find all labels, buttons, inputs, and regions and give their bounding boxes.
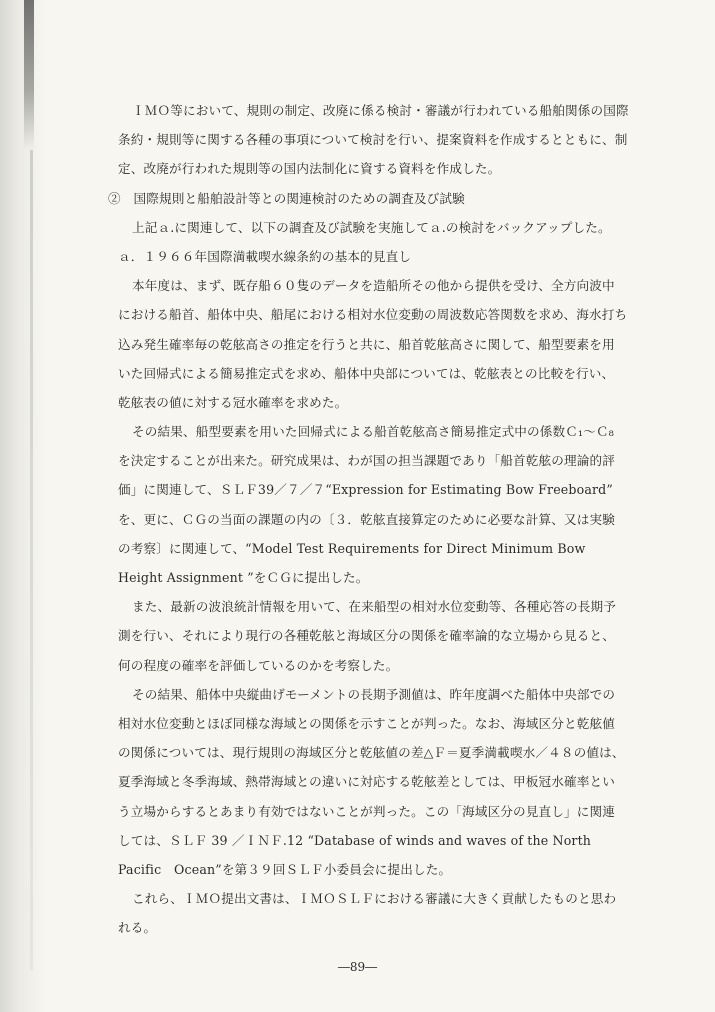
paragraph-line: における船首、船体中央、船尾における相対水位変動の周波数応答関数を求め、海水打ち [118,307,628,323]
paragraph-line: を、更に、ＣＧの当面の課題の内の〔３．乾舷直接算定のために必要な計算、又は実験 [118,511,616,527]
paragraph-line: の考察〕に関連して、“Model Test Requirements for Direct Minimum Bow [118,540,586,556]
binding-edge [30,150,33,970]
paragraph-line: しては、ＳＬＦ 39 ／ＩＮＦ.12 “Database of winds and waves of the North [118,832,592,848]
paragraph-line: れる。 [118,920,157,936]
paragraph-line: 夏季海域と冬季海域、熱帯海域との違いに対応する乾舷差としては、甲板冠水確率とい [118,774,616,790]
paragraph-line: その結果、船体中央縦曲げモーメントの長期予測値は、昨年度調べた船体中央部での [132,686,616,702]
binding-mark [24,0,34,150]
paragraph-line: 相対水位変動とほぼ同様な海域との関係を示すことが判った。なお、海域区分と乾舷値 [118,715,616,731]
paragraph-line: Pacific Ocean”を第３９回ＳＬＦ小委員会に提出した。 [118,861,452,877]
paragraph-line: Height Assignment ”をＣＧに提出した。 [118,570,369,585]
paragraph-line: 込み発生確率毎の乾舷高さの推定を行うと共に、船首乾舷高さに関して、船型要素を用 [118,336,615,352]
paragraph-line: 本年度は、まず、既存船６０隻のデータを造船所その他から提供を受け、全方向波中 [132,278,615,294]
paragraph-line: 上記ａ.に関連して、以下の調査及び試験を実施してａ.の検討をバックアップした。 [132,219,611,235]
paragraph-line: 定、改廃が行われた規則等の国内法制化に資する資料を作成した。 [118,161,501,177]
paragraph-line: ＩＭＯ等において、規則の制定、改廃に係る検討・審議が行われている船舶関係の国際 [132,103,629,118]
paragraph-line: 乾舷表の値に対する冠水確率を求めた。 [118,394,348,410]
page-number: ―89― [337,960,378,974]
section-heading: ② 国際規則と船舶設計等との関連検討のための調査及び試験 [108,190,465,206]
paragraph-line: 条約・規則等に関する各種の事項について検討を行い、提案資料を作成するとともに、制 [118,132,628,148]
paragraph-line: の関係については、現行規則の海域区分と乾舷値の差△Ｆ＝夏季満載喫水／４８の値は、 [118,745,625,761]
subsection-heading: ａ．１９６６年国際満載喫水線条約の基本的見直し [118,248,412,264]
paragraph-line: 測を行い、それにより現行の各種乾舷と海域区分の関係を確率論的な立場から見ると、 [118,628,616,644]
paragraph-line: う立場からするとあまり有効ではないことが判った。この「海域区分の見直し」に関連 [118,803,616,819]
paragraph-line: 価」に関連して、ＳＬＦ39／７／７“Expression for Estimating Bow Freeboard” [118,482,613,498]
paragraph-line: を決定することが出来た。研究成果は、わが国の担当課題であり「船首乾舷の理論的評 [118,453,616,469]
document-body [108,96,648,942]
scan-shadow [0,0,46,1012]
paragraph-line: いた回帰式による簡易推定式を求め、船体中央部については、乾舷表との比較を行い、 [118,365,615,381]
paragraph-line: これら、ＩＭＯ提出文書は、ＩＭＯＳＬＦにおける審議に大きく貢献したものと思わ [132,891,617,907]
paragraph-line: 何の程度の確率を評価しているのかを考察した。 [118,657,399,673]
paragraph-line: その結果、船型要素を用いた回帰式による船首乾舷高さ簡易推定式中の係数Ｃ₁～Ｃ₈ [132,424,614,440]
paragraph-line: また、最新の波浪統計情報を用いて、在来船型の相対水位変動等、各種応答の長期予 [132,599,617,615]
